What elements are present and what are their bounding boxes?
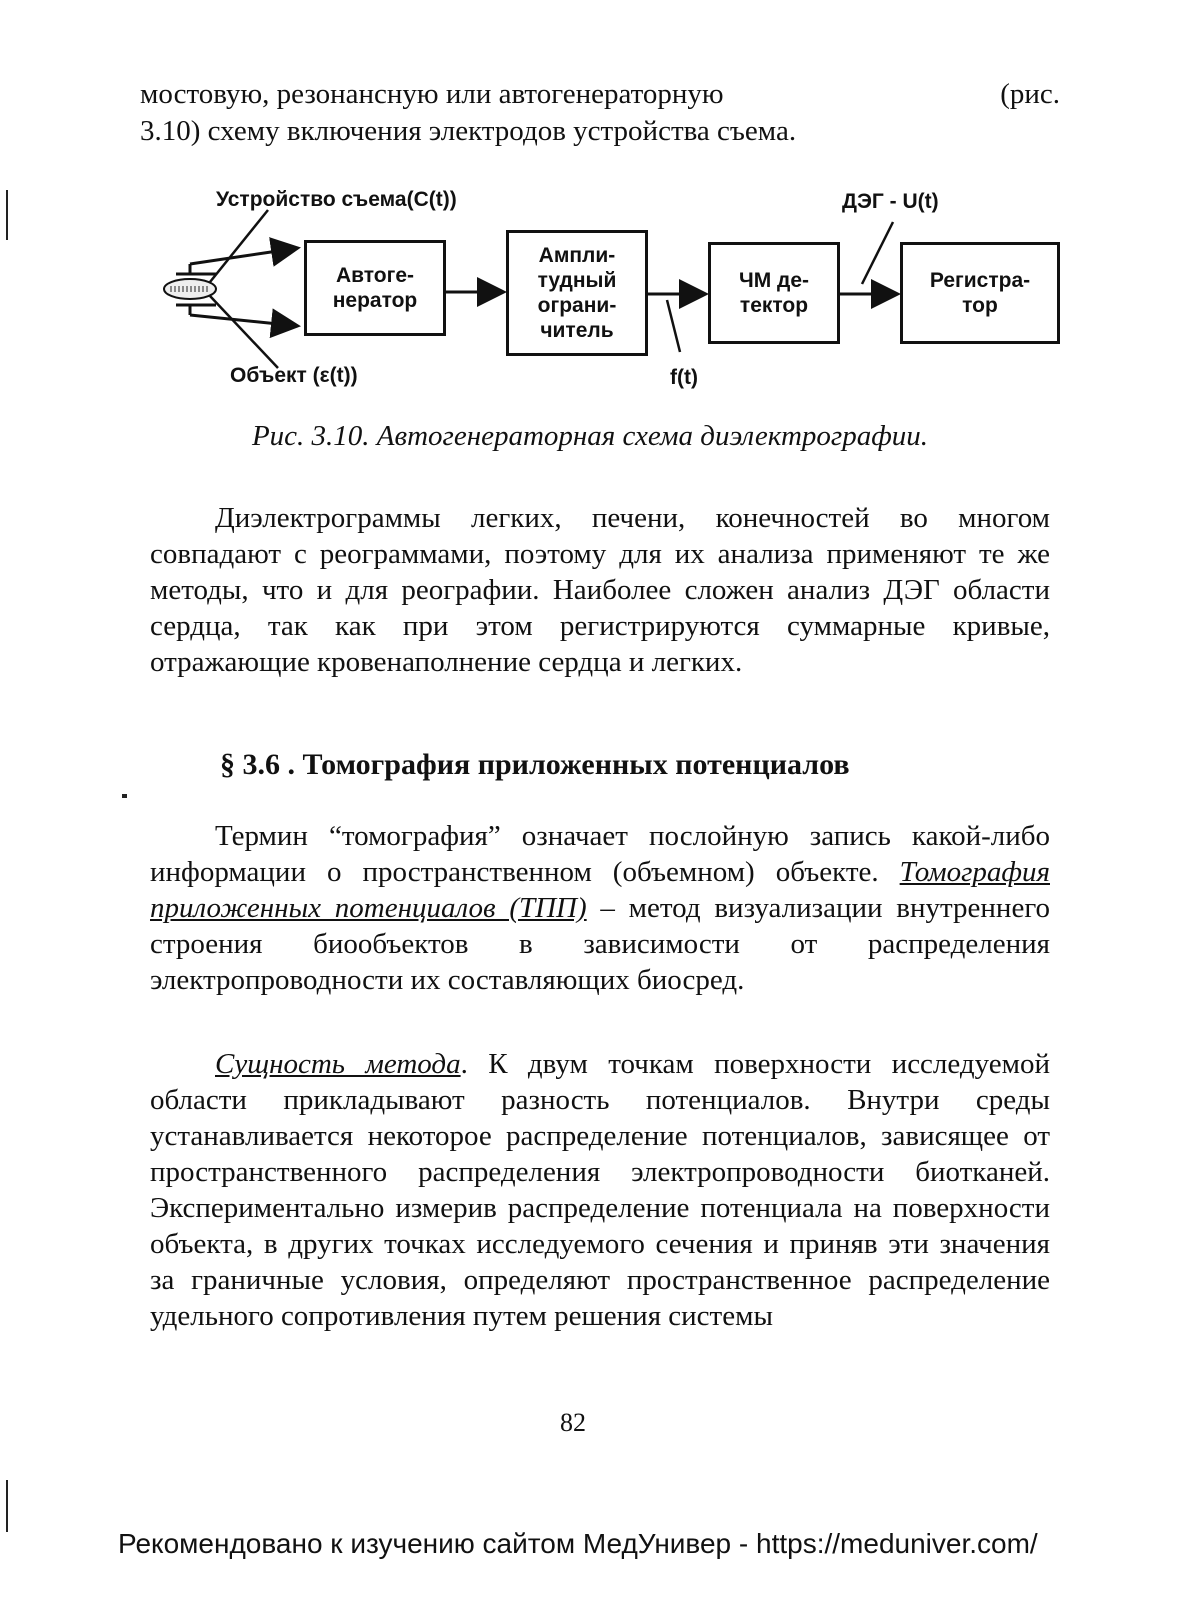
intro-line-2: 3.10) схему включения электродов устройства съема.	[140, 115, 797, 147]
intro-line-1-ref: (рис.	[1000, 78, 1060, 110]
figure-caption: Рис. 3.10. Автогенераторная схема диэлектрографии.	[251, 420, 929, 452]
page-number: 82	[560, 1408, 586, 1437]
ft-leader	[667, 300, 680, 352]
tomography-intro: Термин “томография” означает послойную запись какой-либо информации о пространственном (объемном) объекте.	[150, 820, 1050, 888]
arrow-to-oscillator-top	[190, 248, 298, 264]
scan-dot	[122, 794, 127, 798]
method-text: . К двум точкам поверхности исследуемой области прикладывают разность потенциалов. Внутри среды устанавливается некоторое распределение потенциалов, зависящее от пространственного распределения электропроводности биотканей. Экспериментально измерив распределение потенциала на поверхности объекта, в других точках исследуемого сечения и приняв эти значения за граничные условия, определяют пространственное распределение удельного сопротивления путем решения системы	[150, 1048, 1051, 1332]
scan-mark	[6, 1480, 8, 1532]
arrow-to-oscillator-bottom	[190, 315, 298, 326]
object-leader	[210, 296, 278, 368]
paragraph-method	[150, 1046, 1050, 1334]
label-dag: ДЭГ - U(t)	[842, 190, 939, 213]
label-object: Объект (ε(t))	[230, 364, 358, 387]
section-heading: § 3.6 . Томография приложенных потенциалов	[220, 748, 850, 781]
block-diagram	[150, 182, 1090, 402]
box-recorder: Регистра- тор	[900, 242, 1060, 344]
intro-line-1: мостовую, резонансную или автогенераторную	[140, 78, 724, 110]
paragraph-dielectrograms: Диэлектрограммы легких, печени, конечностей во многом совпадают с реограммами, поэтому для их анализа применяют те же методы, что и для реографии. Наиболее сложен анализ ДЭГ области сердца, так как при этом регистрируются суммарные кривые, отражающие кровенаполнение сердца и легких.	[150, 502, 1050, 678]
label-ft: f(t)	[670, 366, 698, 389]
footer-recommendation: Рекомендовано к изучению сайтом МедУнивер - https://meduniver.com/	[118, 1528, 1038, 1559]
deg-leader	[862, 222, 893, 284]
box-amplitude-limiter: Ампли- тудный ограни- читель	[506, 230, 648, 356]
label-device: Устройство съема(C(t))	[216, 188, 457, 211]
box-fm-detector: ЧМ де- тектор	[708, 242, 840, 344]
device-leader	[210, 210, 268, 282]
box-oscillator: Автоге- нератор	[304, 240, 446, 336]
intro-text	[140, 76, 1060, 150]
paragraph-tomography	[150, 818, 1050, 998]
method-term: Сущность метода	[215, 1048, 461, 1080]
tpp-definition: – метод визуализации внутреннего строения биообъектов в зависимости от распределения электропроводности их составляющих биосред.	[150, 892, 1050, 996]
scan-mark	[6, 190, 8, 240]
tpp-term: Томография приложенных потенциалов (ТПП)	[150, 856, 1050, 924]
